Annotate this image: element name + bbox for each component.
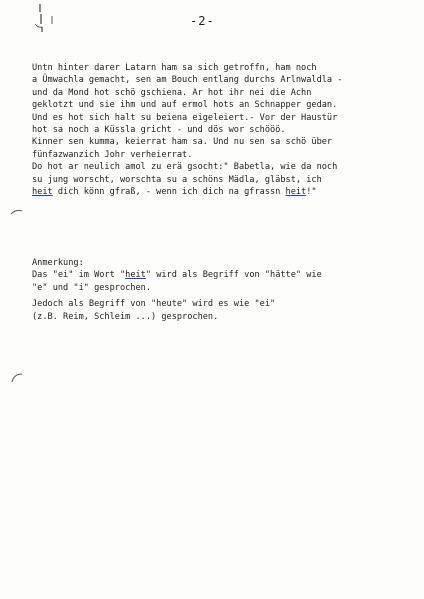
body-line: fünfazwanzich Johr verheierrat.: [32, 149, 193, 160]
body-line: Kinner sen kumma, keierrat ham sa. Und nu sen sa schö über: [32, 137, 333, 148]
underlined-word: heit: [125, 270, 146, 281]
body-line: hot sa noch a Küssla gricht - und dös wor schööö.: [32, 125, 286, 136]
hole-punch-mark-middle: [8, 206, 28, 220]
page-number: -2-: [190, 14, 215, 28]
underlined-word: heit: [32, 187, 53, 198]
note-line: (z.B. Reim, Schleim ...) gesprochen.: [32, 311, 219, 322]
note-line: Das "ei" im Wort "heit" wird als Begriff von "hätte" wie: [32, 270, 322, 281]
note-line: "e" und "i" gesprochen.: [32, 282, 151, 293]
body-line: Und es hot sich halt su beiena eigeleiert.- Vor der Haustür: [32, 112, 338, 123]
body-line: a Ümwachla gemacht, sen am Bouch entlang durchs Arlnwaldla -: [32, 75, 343, 86]
body-line: geklotzt und sie ihm und auf ermol hots an Schnapper gedan.: [32, 100, 338, 111]
body-line: und da Mond hot schö gschiena. Ar hot ihr nei die Achn: [32, 87, 312, 98]
body-line: su jung worscht, worschta su a schöns Mädla, gläbst, ich: [32, 174, 322, 185]
hole-punch-mark-bottom: [8, 370, 28, 386]
annotation-note: [32, 257, 392, 323]
body-text: [32, 62, 392, 198]
hole-punch-mark-top: [30, 0, 70, 40]
body-line: Do hot ar neulich amol zu erä gsocht:" Babetla, wie da noch: [32, 162, 338, 173]
note-heading: Anmerkung:: [32, 258, 84, 268]
body-line: Untn hinter darer Latarn ham sa sich getroffn, ham noch: [32, 63, 317, 73]
body-line-last: heit dich könn gfraß, - wenn ich dich na gfrassn heit!": [32, 187, 317, 198]
underlined-word: heit: [285, 187, 307, 198]
note-line: Jedoch als Begriff von "heute" wird es wie "ei": [32, 299, 276, 310]
